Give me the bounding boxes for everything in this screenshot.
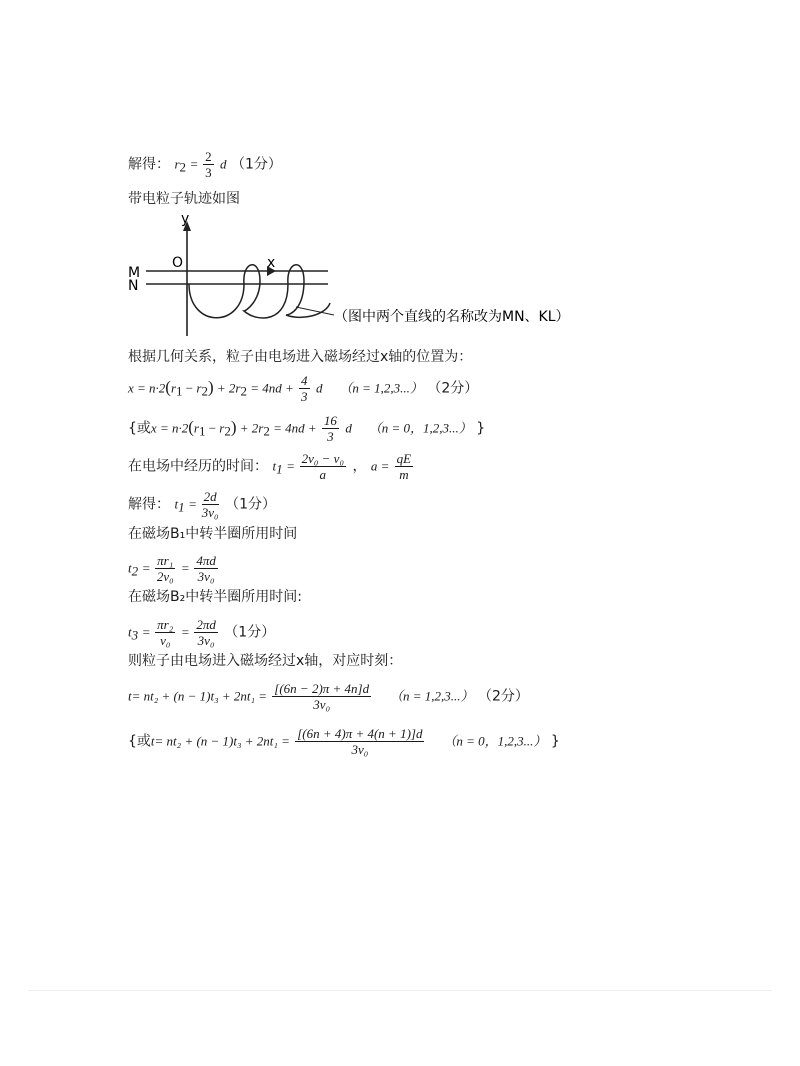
equals-sign: =	[142, 560, 154, 576]
trajectory-diagram	[126, 211, 596, 341]
moment-heading: 则粒子由电场进入磁场经过x轴，对应时刻：	[128, 653, 403, 669]
fraction-denominator: 3	[327, 429, 334, 444]
t2-symbol: t	[128, 560, 132, 576]
paren-close: )	[207, 377, 214, 397]
fraction-pi-r1-over-2v0	[155, 554, 175, 583]
r2-subscript: 2	[201, 383, 208, 399]
r2-subscript-2: 2	[240, 383, 247, 399]
x-position-formula	[128, 374, 478, 403]
geometry-heading: 根据几何关系，粒子由电场进入磁场经过x轴的位置为：	[128, 349, 473, 365]
equals-4nd: = 4nd +	[269, 420, 320, 436]
separator: ，	[352, 458, 367, 475]
diagram-note: （图中两个直线的名称改为MN、KL）	[334, 309, 570, 325]
x-position-alt-formula	[128, 414, 485, 443]
t2-subscript: 2	[131, 563, 139, 579]
condition-n: （n = 0，1,2,3...）	[443, 733, 547, 749]
t3-formula	[128, 618, 275, 647]
condition-n: （n = 1,2,3...）	[339, 380, 423, 396]
solve-r2-line	[128, 150, 282, 179]
minus-sign: −	[182, 380, 197, 396]
alt-prefix: {或	[128, 420, 151, 437]
t1-symbol: t	[174, 496, 179, 512]
fraction-4pid-over-3v0	[194, 554, 218, 583]
variable-d: d	[345, 420, 352, 436]
t-moment-lhs: t= nt₂ + (n − 1)t₃ + 2nt₁ =	[150, 733, 294, 749]
fraction-denominator: 3	[205, 165, 212, 180]
r1-symbol: r	[170, 380, 177, 396]
condition-n: （n = 1,2,3...）	[390, 688, 474, 704]
score-note: （2分）	[478, 688, 529, 705]
fraction-four-thirds	[299, 374, 310, 403]
fraction-denominator: 3v₀	[201, 505, 219, 520]
plus-2r2: + 2r	[213, 380, 241, 396]
fraction-denominator: 2v₀	[156, 569, 174, 584]
score-note: （1分）	[230, 156, 282, 173]
fraction-denominator: 3v₀	[351, 742, 369, 757]
line-m-label: M	[128, 265, 141, 281]
fraction-denominator: v₀	[160, 633, 171, 648]
r2-subscript-2: 2	[263, 423, 270, 439]
fraction-denominator: a	[319, 467, 327, 482]
fraction-numerator: 16	[323, 413, 337, 428]
fraction-denominator: m	[399, 467, 409, 482]
solve-label: 解得：	[128, 496, 170, 513]
fraction-two-thirds	[203, 150, 214, 179]
trajectory-heading: 带电粒子轨迹如图	[128, 191, 240, 207]
condition-n: （n = 0，1,2,3...）	[368, 420, 472, 436]
line-n-label: N	[128, 278, 139, 294]
b1-heading: 在磁场B₁中转半圈所用时间	[128, 526, 298, 542]
variable-d: d	[315, 380, 323, 396]
note-pointer	[296, 307, 334, 315]
fraction-pi-r2-over-v0	[155, 618, 175, 647]
fraction-numerator: 2d	[203, 489, 217, 504]
fraction-qe-over-m	[395, 452, 413, 481]
t1-subscript: 1	[276, 461, 283, 477]
fraction-numerator: πr₁	[157, 553, 174, 568]
equals-sign: =	[287, 458, 298, 474]
fraction-numerator: 2πd	[196, 617, 216, 632]
fraction-numerator: πr₂	[157, 617, 174, 632]
fraction-numerator: 2	[205, 149, 212, 164]
solve-label: 解得：	[128, 156, 170, 173]
fraction-denominator: 3v₀	[197, 569, 215, 584]
minus-sign: −	[205, 420, 220, 436]
fraction-velocity-over-a	[300, 452, 346, 481]
variable-d: d	[220, 156, 227, 172]
fraction-denominator: 3v₀	[313, 697, 331, 712]
electric-time-line	[128, 452, 415, 481]
paren-open: (	[165, 377, 171, 397]
paren-open: (	[188, 417, 194, 437]
fraction-2pid-over-3v0	[194, 618, 218, 647]
equals-sign: =	[190, 156, 202, 172]
fraction-sixteen-thirds	[322, 414, 339, 443]
fraction-numerator: qE	[396, 451, 412, 466]
paren-close: )	[230, 417, 237, 437]
plus-2r2: + 2r	[236, 420, 264, 436]
t2-formula	[128, 554, 220, 583]
equals-sign-2: =	[181, 560, 193, 576]
fraction-denominator: 3	[301, 389, 308, 404]
r2-symbol: r	[174, 156, 180, 172]
score-note: （1分）	[224, 624, 276, 641]
t-moment-alt-formula	[128, 727, 560, 756]
alt-suffix: }	[476, 420, 486, 437]
fraction-numerator: 4πd	[196, 553, 216, 568]
fraction-numerator: [(6n + 4)π + 4(n + 1)]d	[297, 726, 423, 741]
r2-subscript: 2	[179, 159, 187, 175]
solve-t1-line	[128, 490, 276, 519]
origin-label: O	[172, 255, 184, 271]
r1-subscript: 1	[176, 383, 183, 399]
x-axis-label: x	[267, 255, 276, 271]
fraction-2d-over-3v0	[202, 490, 219, 519]
r2-symbol: r	[219, 420, 225, 436]
a-lhs: a =	[370, 458, 393, 474]
alt-suffix: }	[550, 733, 560, 750]
r1-symbol: r	[193, 420, 199, 436]
fraction-t-moment-alt	[295, 727, 424, 756]
t-moment-formula	[128, 682, 529, 711]
page-bottom-rule	[28, 990, 772, 991]
electric-time-label: 在电场中经历的时间：	[128, 458, 268, 475]
b2-heading: 在磁场B₂中转半圈所用时间:	[128, 589, 302, 605]
t1-subscript: 1	[178, 499, 185, 515]
t3-symbol: t	[128, 624, 132, 640]
fraction-numerator: 2v₀ − v₀	[301, 451, 344, 466]
equals-4nd: = 4nd +	[246, 380, 297, 396]
fraction-denominator: 3v₀	[197, 633, 215, 648]
score-note: （1分）	[225, 496, 276, 513]
t1-symbol: t	[272, 458, 277, 474]
fraction-numerator: [(6n − 2)π + 4n]d	[274, 681, 370, 696]
x-lhs: x = n·2	[150, 420, 189, 436]
equals-sign-2: =	[181, 624, 193, 640]
y-axis-label: y	[181, 211, 190, 227]
t3-subscript: 3	[131, 627, 139, 643]
r2-symbol: r	[196, 380, 202, 396]
r1-subscript: 1	[198, 423, 206, 439]
r2-subscript: 2	[224, 423, 231, 439]
equals-sign: =	[142, 624, 154, 640]
fraction-numerator: 4	[301, 373, 308, 388]
fraction-t-moment	[272, 682, 371, 711]
equals-sign: =	[189, 496, 200, 512]
t-moment-lhs: t= nt₂ + (n − 1)t₃ + 2nt₁ =	[128, 688, 271, 704]
score-note: （2分）	[427, 380, 479, 397]
alt-prefix: {或	[128, 733, 151, 750]
x-lhs: x = n·2	[128, 380, 166, 396]
